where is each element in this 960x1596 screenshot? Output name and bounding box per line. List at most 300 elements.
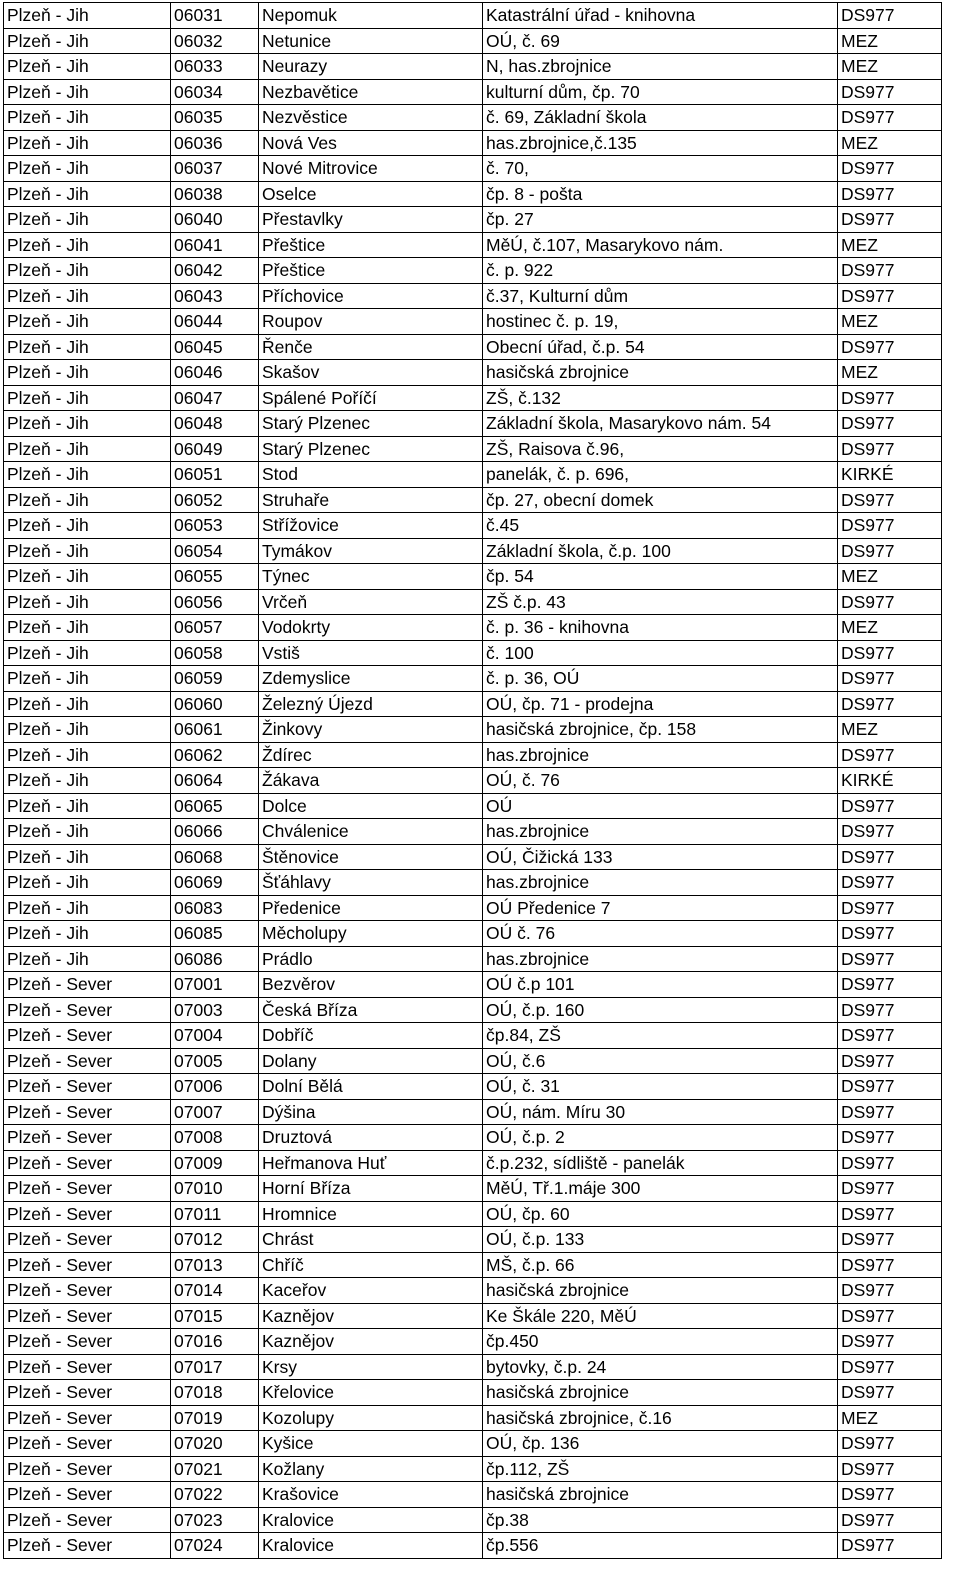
network-cell: DS977: [838, 79, 942, 105]
municipality-cell: Bezvěrov: [259, 972, 483, 998]
code-cell: 06065: [171, 793, 259, 819]
location-cell: OÚ č.p 101: [483, 972, 838, 998]
code-cell: 06062: [171, 742, 259, 768]
municipality-cell: Neurazy: [259, 54, 483, 80]
district-cell: Plzeň - Sever: [4, 1150, 171, 1176]
location-cell: panelák, č. p. 696,: [483, 462, 838, 488]
municipality-cell: Nezbavětice: [259, 79, 483, 105]
table-row: [4, 793, 942, 819]
network-cell: MEZ: [838, 232, 942, 258]
district-cell: Plzeň - Sever: [4, 1048, 171, 1074]
network-cell: DS977: [838, 436, 942, 462]
table-row: [4, 411, 942, 437]
network-cell: MEZ: [838, 717, 942, 743]
municipality-cell: Nepomuk: [259, 3, 483, 29]
location-cell: has.zbrojnice: [483, 742, 838, 768]
network-cell: DS977: [838, 1099, 942, 1125]
code-cell: 06058: [171, 640, 259, 666]
code-cell: 06031: [171, 3, 259, 29]
table-row: [4, 79, 942, 105]
table-row: [4, 819, 942, 845]
district-cell: Plzeň - Sever: [4, 1125, 171, 1151]
district-cell: Plzeň - Jih: [4, 538, 171, 564]
location-cell: č.37, Kulturní dům: [483, 283, 838, 309]
table-row: [4, 1125, 942, 1151]
location-cell: MěÚ, Tř.1.máje 300: [483, 1176, 838, 1202]
location-cell: Katastrální úřad - knihovna: [483, 3, 838, 29]
district-cell: Plzeň - Sever: [4, 1201, 171, 1227]
code-cell: 06040: [171, 207, 259, 233]
district-cell: Plzeň - Sever: [4, 1380, 171, 1406]
network-cell: DS977: [838, 1431, 942, 1457]
code-cell: 06060: [171, 691, 259, 717]
table-row: [4, 1482, 942, 1508]
network-cell: DS977: [838, 1456, 942, 1482]
code-cell: 06034: [171, 79, 259, 105]
district-cell: Plzeň - Jih: [4, 309, 171, 335]
municipality-cell: Skašov: [259, 360, 483, 386]
network-cell: DS977: [838, 921, 942, 947]
network-cell: DS977: [838, 156, 942, 182]
network-cell: DS977: [838, 895, 942, 921]
location-cell: hasičská zbrojnice: [483, 360, 838, 386]
network-cell: DS977: [838, 181, 942, 207]
district-cell: Plzeň - Sever: [4, 1303, 171, 1329]
municipality-cell: Netunice: [259, 28, 483, 54]
code-cell: 06048: [171, 411, 259, 437]
location-cell: č. p. 922: [483, 258, 838, 284]
code-cell: 06064: [171, 768, 259, 794]
location-cell: OÚ č. 76: [483, 921, 838, 947]
municipality-cell: Řenče: [259, 334, 483, 360]
code-cell: 06038: [171, 181, 259, 207]
table-row: [4, 258, 942, 284]
location-cell: OÚ: [483, 793, 838, 819]
district-cell: Plzeň - Jih: [4, 768, 171, 794]
district-cell: Plzeň - Jih: [4, 436, 171, 462]
municipality-cell: Struhaře: [259, 487, 483, 513]
district-cell: Plzeň - Jih: [4, 819, 171, 845]
municipality-cell: Nová Ves: [259, 130, 483, 156]
district-cell: Plzeň - Sever: [4, 1507, 171, 1533]
table-row: [4, 972, 942, 998]
municipality-cell: Střížovice: [259, 513, 483, 539]
code-cell: 07005: [171, 1048, 259, 1074]
municipality-cell: Zdemyslice: [259, 666, 483, 692]
district-cell: Plzeň - Sever: [4, 1354, 171, 1380]
code-cell: 07021: [171, 1456, 259, 1482]
municipality-cell: Dýšina: [259, 1099, 483, 1125]
district-cell: Plzeň - Sever: [4, 1533, 171, 1559]
location-cell: Základní škola, č.p. 100: [483, 538, 838, 564]
location-cell: has.zbrojnice,č.135: [483, 130, 838, 156]
network-cell: DS977: [838, 1533, 942, 1559]
location-cell: č. 70,: [483, 156, 838, 182]
table-row: [4, 207, 942, 233]
district-cell: Plzeň - Jih: [4, 640, 171, 666]
table-row: [4, 844, 942, 870]
table-row: [4, 513, 942, 539]
table-row: [4, 946, 942, 972]
location-cell: OÚ Předenice 7: [483, 895, 838, 921]
table-row: [4, 1201, 942, 1227]
location-cell: ZŠ, č.132: [483, 385, 838, 411]
table-row: [4, 334, 942, 360]
table-row: [4, 232, 942, 258]
network-cell: DS977: [838, 538, 942, 564]
table-body: [4, 3, 942, 1559]
table-row: [4, 768, 942, 794]
code-cell: 06056: [171, 589, 259, 615]
municipality-cell: Kaznějov: [259, 1303, 483, 1329]
location-cell: čp. 8 - pošta: [483, 181, 838, 207]
district-cell: Plzeň - Jih: [4, 232, 171, 258]
district-cell: Plzeň - Jih: [4, 717, 171, 743]
district-cell: Plzeň - Jih: [4, 844, 171, 870]
location-cell: OÚ, č.p. 2: [483, 1125, 838, 1151]
table-row: [4, 1533, 942, 1559]
table-row: [4, 283, 942, 309]
municipality-cell: Krašovice: [259, 1482, 483, 1508]
table-row: [4, 870, 942, 896]
network-cell: DS977: [838, 1482, 942, 1508]
municipality-cell: Dobříč: [259, 1023, 483, 1049]
network-cell: DS977: [838, 844, 942, 870]
municipality-cell: Chrást: [259, 1227, 483, 1253]
municipality-cell: Starý Plzenec: [259, 436, 483, 462]
table-row: [4, 717, 942, 743]
code-cell: 07010: [171, 1176, 259, 1202]
municipality-cell: Křelovice: [259, 1380, 483, 1406]
table-row: [4, 1456, 942, 1482]
code-cell: 06083: [171, 895, 259, 921]
location-cell: Základní škola, Masarykovo nám. 54: [483, 411, 838, 437]
municipality-cell: Druztová: [259, 1125, 483, 1151]
location-cell: kulturní dům, čp. 70: [483, 79, 838, 105]
code-cell: 07017: [171, 1354, 259, 1380]
code-cell: 07008: [171, 1125, 259, 1151]
municipality-cell: Nové Mitrovice: [259, 156, 483, 182]
network-cell: DS977: [838, 1227, 942, 1253]
location-cell: Ke Škále 220, MěÚ: [483, 1303, 838, 1329]
district-cell: Plzeň - Sever: [4, 1405, 171, 1431]
municipality-cell: Oselce: [259, 181, 483, 207]
location-cell: č. 100: [483, 640, 838, 666]
location-cell: has.zbrojnice: [483, 946, 838, 972]
table-row: [4, 997, 942, 1023]
table-row: [4, 1380, 942, 1406]
network-cell: DS977: [838, 411, 942, 437]
network-cell: DS977: [838, 258, 942, 284]
district-cell: Plzeň - Sever: [4, 1099, 171, 1125]
network-cell: KIRKÉ: [838, 768, 942, 794]
network-cell: DS977: [838, 283, 942, 309]
network-cell: DS977: [838, 691, 942, 717]
district-cell: Plzeň - Sever: [4, 1023, 171, 1049]
network-cell: DS977: [838, 3, 942, 29]
code-cell: 07020: [171, 1431, 259, 1457]
network-cell: DS977: [838, 1201, 942, 1227]
network-cell: KIRKÉ: [838, 462, 942, 488]
location-cell: OÚ, č. 31: [483, 1074, 838, 1100]
district-cell: Plzeň - Jih: [4, 334, 171, 360]
table-row: [4, 1150, 942, 1176]
table-row: [4, 3, 942, 29]
municipality-cell: Přeštice: [259, 258, 483, 284]
district-cell: Plzeň - Jih: [4, 946, 171, 972]
table-row: [4, 691, 942, 717]
network-cell: DS977: [838, 793, 942, 819]
district-cell: Plzeň - Jih: [4, 3, 171, 29]
table-row: [4, 1023, 942, 1049]
code-cell: 06049: [171, 436, 259, 462]
table-row: [4, 1278, 942, 1304]
code-cell: 06042: [171, 258, 259, 284]
table-row: [4, 130, 942, 156]
table-row: [4, 666, 942, 692]
code-cell: 06052: [171, 487, 259, 513]
municipality-cell: Žákava: [259, 768, 483, 794]
district-cell: Plzeň - Sever: [4, 1176, 171, 1202]
municipality-cell: Přeštice: [259, 232, 483, 258]
table-row: [4, 54, 942, 80]
table-row: [4, 538, 942, 564]
location-cell: OÚ, č.6: [483, 1048, 838, 1074]
location-cell: has.zbrojnice: [483, 870, 838, 896]
municipality-cell: Kožlany: [259, 1456, 483, 1482]
municipality-cell: Chválenice: [259, 819, 483, 845]
location-cell: bytovky, č.p. 24: [483, 1354, 838, 1380]
code-cell: 07018: [171, 1380, 259, 1406]
table-row: [4, 1099, 942, 1125]
location-cell: OÚ, č. 69: [483, 28, 838, 54]
network-cell: DS977: [838, 1354, 942, 1380]
municipality-cell: Předenice: [259, 895, 483, 921]
table-row: [4, 640, 942, 666]
network-cell: DS977: [838, 1278, 942, 1304]
municipality-cell: Dolní Bělá: [259, 1074, 483, 1100]
network-cell: MEZ: [838, 309, 942, 335]
code-cell: 06053: [171, 513, 259, 539]
table-row: [4, 1507, 942, 1533]
table-row: [4, 436, 942, 462]
municipality-cell: Spálené Poříčí: [259, 385, 483, 411]
code-cell: 06041: [171, 232, 259, 258]
municipality-cell: Šťáhlavy: [259, 870, 483, 896]
network-cell: DS977: [838, 640, 942, 666]
district-cell: Plzeň - Jih: [4, 360, 171, 386]
location-cell: čp. 27, obecní domek: [483, 487, 838, 513]
table-row: [4, 360, 942, 386]
network-cell: DS977: [838, 742, 942, 768]
data-table: [3, 2, 942, 1559]
table-row: [4, 385, 942, 411]
code-cell: 06033: [171, 54, 259, 80]
code-cell: 06037: [171, 156, 259, 182]
table-row: [4, 1303, 942, 1329]
district-cell: Plzeň - Jih: [4, 513, 171, 539]
network-cell: DS977: [838, 997, 942, 1023]
district-cell: Plzeň - Jih: [4, 207, 171, 233]
district-cell: Plzeň - Jih: [4, 54, 171, 80]
location-cell: čp.112, ZŠ: [483, 1456, 838, 1482]
district-cell: Plzeň - Sever: [4, 1252, 171, 1278]
district-cell: Plzeň - Jih: [4, 895, 171, 921]
location-cell: čp. 54: [483, 564, 838, 590]
district-cell: Plzeň - Sever: [4, 1431, 171, 1457]
location-cell: čp.84, ZŠ: [483, 1023, 838, 1049]
network-cell: DS977: [838, 1380, 942, 1406]
code-cell: 07003: [171, 997, 259, 1023]
municipality-cell: Štěnovice: [259, 844, 483, 870]
municipality-cell: Přestavlky: [259, 207, 483, 233]
district-cell: Plzeň - Jih: [4, 411, 171, 437]
location-cell: OÚ, čp. 71 - prodejna: [483, 691, 838, 717]
code-cell: 06046: [171, 360, 259, 386]
code-cell: 06054: [171, 538, 259, 564]
district-cell: Plzeň - Jih: [4, 283, 171, 309]
location-cell: OÚ, č. 76: [483, 768, 838, 794]
district-cell: Plzeň - Jih: [4, 156, 171, 182]
location-cell: OÚ, Čižická 133: [483, 844, 838, 870]
municipality-cell: Dolce: [259, 793, 483, 819]
location-cell: OÚ, nám. Míru 30: [483, 1099, 838, 1125]
location-cell: OÚ, čp. 60: [483, 1201, 838, 1227]
network-cell: DS977: [838, 1074, 942, 1100]
table-row: [4, 487, 942, 513]
table-row: [4, 309, 942, 335]
code-cell: 07016: [171, 1329, 259, 1355]
table-row: [4, 156, 942, 182]
code-cell: 07023: [171, 1507, 259, 1533]
municipality-cell: Krsy: [259, 1354, 483, 1380]
location-cell: hasičská zbrojnice: [483, 1278, 838, 1304]
district-cell: Plzeň - Jih: [4, 615, 171, 641]
district-cell: Plzeň - Jih: [4, 564, 171, 590]
network-cell: DS977: [838, 1150, 942, 1176]
network-cell: DS977: [838, 513, 942, 539]
municipality-cell: Tymákov: [259, 538, 483, 564]
table-row: [4, 105, 942, 131]
network-cell: DS977: [838, 666, 942, 692]
location-cell: ZŠ č.p. 43: [483, 589, 838, 615]
location-cell: OÚ, č.p. 133: [483, 1227, 838, 1253]
location-cell: hostinec č. p. 19,: [483, 309, 838, 335]
municipality-cell: Česká Bříza: [259, 997, 483, 1023]
location-cell: Obecní úřad, č.p. 54: [483, 334, 838, 360]
location-cell: č.p.232, sídliště - panelák: [483, 1150, 838, 1176]
location-cell: č. p. 36, OÚ: [483, 666, 838, 692]
network-cell: DS977: [838, 1507, 942, 1533]
network-cell: DS977: [838, 487, 942, 513]
location-cell: ZŠ, Raisova č.96,: [483, 436, 838, 462]
district-cell: Plzeň - Sever: [4, 1074, 171, 1100]
municipality-cell: Vodokrty: [259, 615, 483, 641]
table-row: [4, 1048, 942, 1074]
district-cell: Plzeň - Jih: [4, 105, 171, 131]
municipality-cell: Železný Újezd: [259, 691, 483, 717]
municipality-cell: Žinkovy: [259, 717, 483, 743]
municipality-cell: Prádlo: [259, 946, 483, 972]
district-cell: Plzeň - Jih: [4, 385, 171, 411]
municipality-cell: Týnec: [259, 564, 483, 590]
code-cell: 06035: [171, 105, 259, 131]
location-cell: čp. 27: [483, 207, 838, 233]
location-cell: č.45: [483, 513, 838, 539]
code-cell: 07007: [171, 1099, 259, 1125]
network-cell: DS977: [838, 946, 942, 972]
municipality-cell: Měcholupy: [259, 921, 483, 947]
code-cell: 07004: [171, 1023, 259, 1049]
network-cell: DS977: [838, 105, 942, 131]
code-cell: 06045: [171, 334, 259, 360]
district-cell: Plzeň - Jih: [4, 79, 171, 105]
network-cell: DS977: [838, 334, 942, 360]
network-cell: DS977: [838, 385, 942, 411]
table-row: [4, 1176, 942, 1202]
code-cell: 07009: [171, 1150, 259, 1176]
network-cell: MEZ: [838, 615, 942, 641]
district-cell: Plzeň - Sever: [4, 1278, 171, 1304]
network-cell: MEZ: [838, 1405, 942, 1431]
district-cell: Plzeň - Jih: [4, 28, 171, 54]
code-cell: 07022: [171, 1482, 259, 1508]
municipality-cell: Kralovice: [259, 1507, 483, 1533]
district-cell: Plzeň - Sever: [4, 1456, 171, 1482]
network-cell: DS977: [838, 1048, 942, 1074]
table-row: [4, 1252, 942, 1278]
code-cell: 06068: [171, 844, 259, 870]
table-row: [4, 1074, 942, 1100]
district-cell: Plzeň - Sever: [4, 1482, 171, 1508]
location-cell: has.zbrojnice: [483, 819, 838, 845]
municipality-cell: Stod: [259, 462, 483, 488]
municipality-cell: Vstiš: [259, 640, 483, 666]
district-cell: Plzeň - Jih: [4, 130, 171, 156]
network-cell: DS977: [838, 589, 942, 615]
municipality-cell: Nezvěstice: [259, 105, 483, 131]
location-cell: MěÚ, č.107, Masarykovo nám.: [483, 232, 838, 258]
location-cell: hasičská zbrojnice: [483, 1380, 838, 1406]
district-cell: Plzeň - Jih: [4, 870, 171, 896]
municipality-cell: Kralovice: [259, 1533, 483, 1559]
municipality-cell: Heřmanova Huť: [259, 1150, 483, 1176]
municipality-cell: Starý Plzenec: [259, 411, 483, 437]
district-cell: Plzeň - Jih: [4, 181, 171, 207]
table-row: [4, 1405, 942, 1431]
municipality-cell: Vrčeň: [259, 589, 483, 615]
municipality-cell: Příchovice: [259, 283, 483, 309]
code-cell: 06086: [171, 946, 259, 972]
table-row: [4, 1329, 942, 1355]
location-cell: OÚ, čp. 136: [483, 1431, 838, 1457]
code-cell: 06044: [171, 309, 259, 335]
code-cell: 06043: [171, 283, 259, 309]
municipality-cell: Chříč: [259, 1252, 483, 1278]
district-cell: Plzeň - Sever: [4, 1227, 171, 1253]
code-cell: 06032: [171, 28, 259, 54]
municipality-cell: Kozolupy: [259, 1405, 483, 1431]
network-cell: DS977: [838, 1125, 942, 1151]
table-row: [4, 564, 942, 590]
code-cell: 06036: [171, 130, 259, 156]
municipality-cell: Hromnice: [259, 1201, 483, 1227]
location-cell: hasičská zbrojnice, č.16: [483, 1405, 838, 1431]
district-cell: Plzeň - Jih: [4, 793, 171, 819]
code-cell: 06085: [171, 921, 259, 947]
municipality-cell: Ždírec: [259, 742, 483, 768]
code-cell: 07006: [171, 1074, 259, 1100]
